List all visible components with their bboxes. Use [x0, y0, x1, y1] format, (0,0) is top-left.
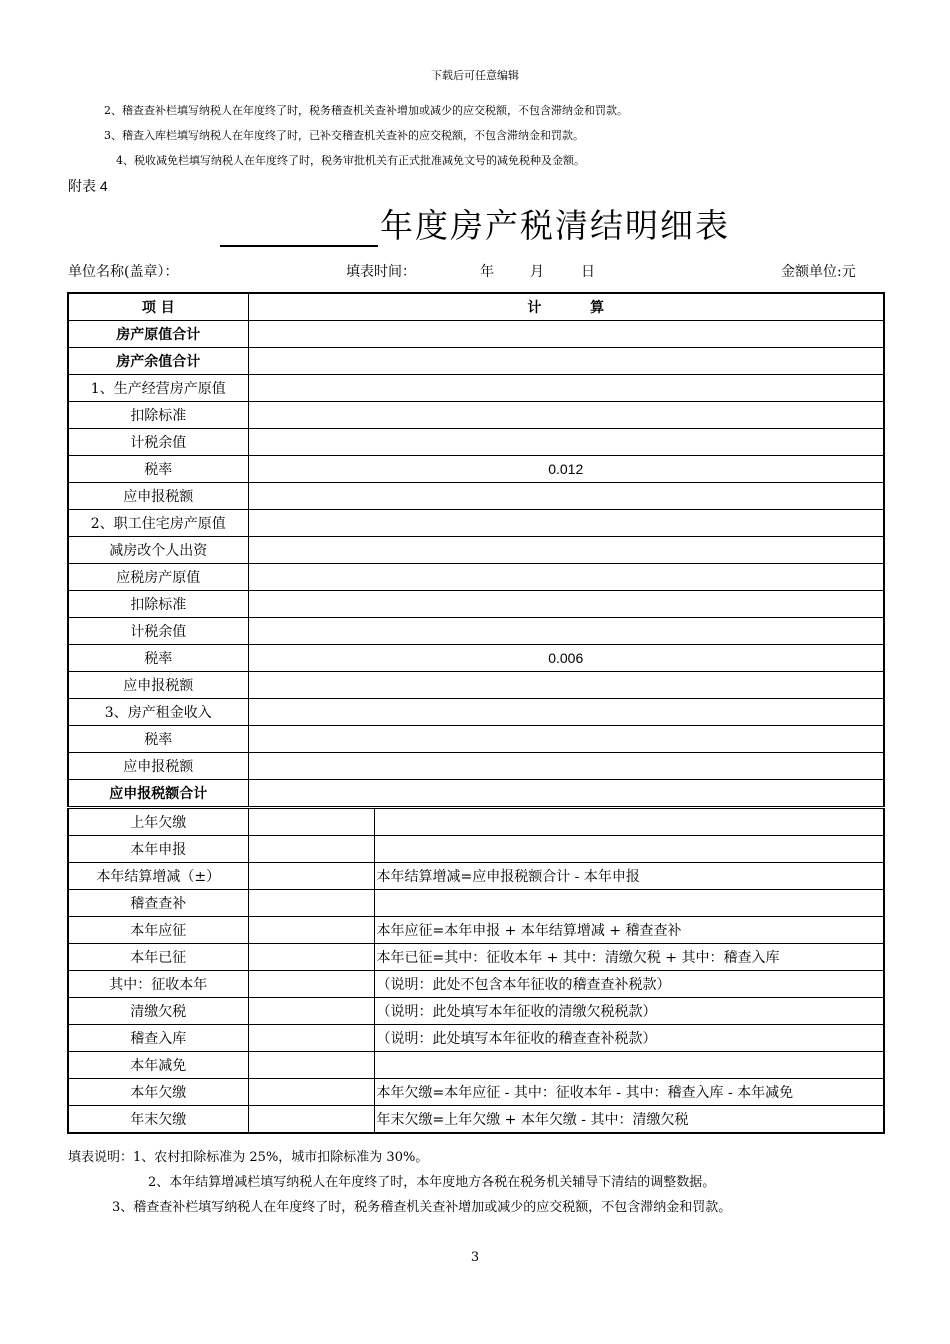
year-blank-line	[220, 207, 378, 247]
appendix-label: 附表 4	[68, 178, 108, 194]
settlement-row	[68, 890, 884, 917]
footnote-1: 填表说明：1、农村扣除标准为 25%，城市扣除标准为 30%。	[68, 1150, 429, 1165]
table-row	[68, 618, 884, 645]
settlement-label: 本年申报	[68, 836, 248, 863]
settlement-amount-cell[interactable]	[248, 1025, 374, 1052]
settlement-amount-cell[interactable]	[248, 1052, 374, 1079]
row-label: 应申报税额	[68, 753, 248, 780]
row-value-cell[interactable]	[248, 753, 884, 780]
settlement-note: （说明：此处不包含本年征收的稽查查补税款）	[374, 971, 884, 998]
settlement-row	[68, 1025, 884, 1052]
table-row	[68, 726, 884, 753]
settlement-row	[68, 836, 884, 863]
settlement-row	[68, 998, 884, 1025]
settlement-amount-cell[interactable]	[248, 836, 374, 863]
row-value-cell[interactable]	[248, 402, 884, 429]
row-value-cell[interactable]	[248, 510, 884, 537]
settlement-row	[68, 1079, 884, 1106]
settlement-row	[68, 971, 884, 998]
settlement-amount-cell[interactable]	[248, 944, 374, 971]
settlement-note: 本年结算增减=应申报税额合计 - 本年申报	[374, 863, 884, 890]
row-label: 扣除标准	[68, 591, 248, 618]
settlement-note: 本年已征=其中：征收本年 + 其中：清缴欠税 + 其中：稽查入库	[374, 944, 884, 971]
row-label: 2、职工住宅房产原值	[68, 510, 248, 537]
settlement-label: 本年应征	[68, 917, 248, 944]
settlement-row	[68, 944, 884, 971]
row-label: 税率	[68, 645, 248, 672]
row-value-cell[interactable]	[248, 321, 884, 348]
table-row	[68, 564, 884, 591]
row-value-cell[interactable]	[248, 672, 884, 699]
settlement-note: （说明：此处填写本年征收的稽查查补税款）	[374, 1025, 884, 1052]
settlement-note: 本年欠缴=本年应征 - 其中：征收本年 - 其中：稽查入库 - 本年减免	[374, 1079, 884, 1106]
settlement-note: （说明：此处填写本年征收的清缴欠税税款）	[374, 998, 884, 1025]
settlement-note	[374, 808, 884, 836]
table-row	[68, 699, 884, 726]
row-label: 1、生产经营房产原值	[68, 375, 248, 402]
month-label: 月	[530, 264, 544, 280]
table-row	[68, 510, 884, 537]
settlement-row	[68, 863, 884, 890]
table-row	[68, 429, 884, 456]
row-value-cell[interactable]	[248, 591, 884, 618]
settlement-note	[374, 836, 884, 863]
row-label: 应申报税额合计	[68, 780, 248, 808]
row-label: 应申报税额	[68, 672, 248, 699]
row-value-cell[interactable]	[248, 618, 884, 645]
row-label: 税率	[68, 456, 248, 483]
table-row	[68, 375, 884, 402]
table-row	[68, 456, 884, 483]
settlement-amount-cell[interactable]	[248, 863, 374, 890]
fill-time-label: 填表时间：	[346, 264, 416, 280]
day-label: 日	[581, 264, 595, 280]
settlement-row	[68, 917, 884, 944]
column-header-item: 项 目	[68, 293, 248, 321]
settlement-note: 年末欠缴=上年欠缴 + 本年欠缴 - 其中：清缴欠税	[374, 1106, 884, 1134]
settlement-amount-cell[interactable]	[248, 998, 374, 1025]
settlement-label: 其中：征收本年	[68, 971, 248, 998]
settlement-label: 上年欠缴	[68, 808, 248, 836]
top-note-2: 2、稽查查补栏填写纳税人在年度终了时，税务稽查机关查补增加或减少的应交税额，不包含滞纳金和罚款。	[104, 104, 628, 117]
row-label: 扣除标准	[68, 402, 248, 429]
row-label: 房产原值合计	[68, 321, 248, 348]
table-header-row	[68, 293, 884, 321]
footnote-2: 2、本年结算增减栏填写纳税人在年度终了时，本年度地方各税在税务机关辅导下清结的调整数据。	[148, 1175, 716, 1190]
settlement-label: 本年减免	[68, 1052, 248, 1079]
settlement-amount-cell[interactable]	[248, 808, 374, 836]
footnote-3: 3、稽查查补栏填写纳税人在年度终了时，税务稽查机关查补增加或减少的应交税额，不包含滞纳金和罚款。	[112, 1200, 732, 1215]
settlement-amount-cell[interactable]	[248, 917, 374, 944]
table-row	[68, 645, 884, 672]
row-value-cell[interactable]: 0.012	[248, 456, 884, 483]
page-number: 3	[470, 1250, 480, 1265]
row-value-cell[interactable]	[248, 780, 884, 808]
settlement-label: 本年结算增减（±）	[68, 863, 248, 890]
table-row	[68, 402, 884, 429]
row-value-cell[interactable]	[248, 375, 884, 402]
settlement-label: 清缴欠税	[68, 998, 248, 1025]
row-label: 税率	[68, 726, 248, 753]
settlement-note: 本年应征=本年申报 + 本年结算增减 + 稽查查补	[374, 917, 884, 944]
top-note-4: 4、税收减免栏填写纳税人在年度终了时，税务审批机关有正式批准减免文号的减免税种及金额。	[116, 154, 585, 167]
row-label: 计税余值	[68, 618, 248, 645]
row-value-cell[interactable]: 0.006	[248, 645, 884, 672]
settlement-amount-cell[interactable]	[248, 1079, 374, 1106]
unit-name-label: 单位名称(盖章）：	[68, 264, 179, 280]
settlement-label: 年末欠缴	[68, 1106, 248, 1134]
page-header: 下载后可任意编辑	[431, 69, 519, 82]
top-note-3: 3、稽查入库栏填写纳税人在年度终了时，已补交稽查机关查补的应交税额，不包含滞纳金和罚款。	[104, 129, 584, 142]
tax-settlement-table	[67, 292, 885, 1134]
settlement-row	[68, 1052, 884, 1079]
settlement-note	[374, 1052, 884, 1079]
settlement-label: 本年欠缴	[68, 1079, 248, 1106]
row-value-cell[interactable]	[248, 429, 884, 456]
settlement-row	[68, 1106, 884, 1134]
row-value-cell[interactable]	[248, 564, 884, 591]
table-row	[68, 753, 884, 780]
table-row	[68, 348, 884, 375]
settlement-label: 稽查查补	[68, 890, 248, 917]
row-value-cell[interactable]	[248, 699, 884, 726]
row-value-cell[interactable]	[248, 537, 884, 564]
row-label: 应申报税额	[68, 483, 248, 510]
column-header-calc: 计 算	[248, 293, 884, 321]
table-row	[68, 672, 884, 699]
settlement-amount-cell[interactable]	[248, 1106, 374, 1134]
row-label: 房产余值合计	[68, 348, 248, 375]
row-label: 3、房产租金收入	[68, 699, 248, 726]
row-value-cell[interactable]	[248, 483, 884, 510]
title-block	[0, 200, 950, 247]
table-row	[68, 591, 884, 618]
amount-unit-label: 金额单位:元	[781, 264, 856, 280]
table-body	[68, 293, 884, 1133]
page-title: 年度房产税清结明细表	[380, 206, 730, 245]
row-label: 计税余值	[68, 429, 248, 456]
table-row	[68, 537, 884, 564]
row-label: 减房改个人出资	[68, 537, 248, 564]
table-row	[68, 483, 884, 510]
year-label: 年	[480, 264, 494, 280]
row-value-cell[interactable]	[248, 348, 884, 375]
row-label: 应税房产原值	[68, 564, 248, 591]
settlement-note	[374, 890, 884, 917]
settlement-amount-cell[interactable]	[248, 971, 374, 998]
table-row	[68, 780, 884, 808]
row-value-cell[interactable]	[248, 726, 884, 753]
table-row	[68, 321, 884, 348]
settlement-amount-cell[interactable]	[248, 890, 374, 917]
settlement-label: 稽查入库	[68, 1025, 248, 1052]
settlement-row	[68, 808, 884, 836]
settlement-label: 本年已征	[68, 944, 248, 971]
